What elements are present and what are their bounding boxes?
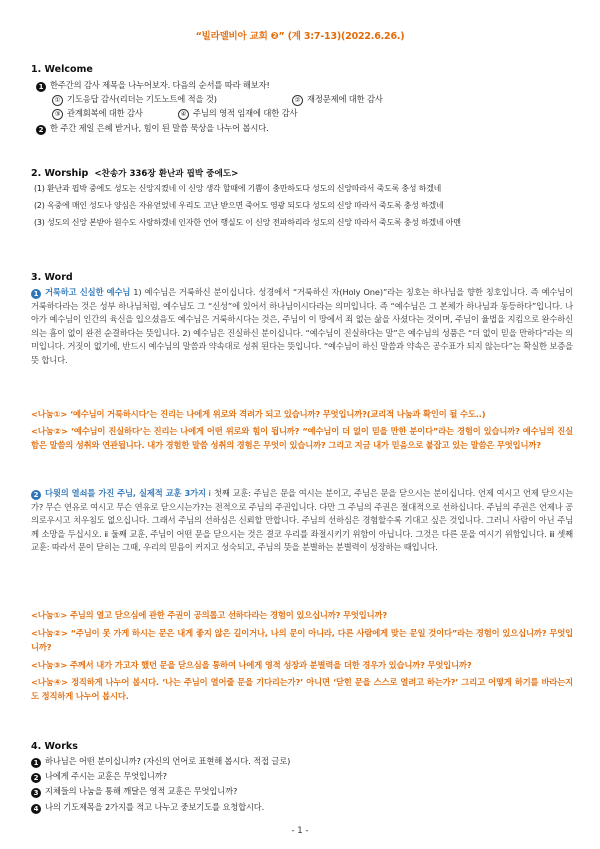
- number-badge: 1: [31, 289, 41, 299]
- number-badge: 2: [31, 490, 41, 500]
- welcome-item-1: ① 기도응답 감사(리더는 기도노트에 적을 것): [52, 93, 217, 106]
- word-sharing-2b: <나눔②> “주님이 못 가게 하시는 문은 내게 좋지 않은 길이거나, 나의 문이 아니라, 다른 사람에게 맞는 문일 것이다”라는 경험이 있으십니까? 무엇입니까?: [31, 628, 573, 652]
- welcome-item-4: ④ 주님의 영적 임재에 대한 감사: [178, 107, 297, 120]
- word-sharing-1b: <나눔②> ‘예수님이 진실하다’는 진리는 나에게 어떤 위로와 힘이 됩니까? “예수님이 더 없이 믿을 만한 분이다”라는 경험이 있습니까? 예수님의 진실함은 말씀의 성취와 연관됩니다. 내가 경험한 말씀 성취의 경험은 무엇이 있습니까? 그리고 지금 내가 믿음으로 붙잡고 있는 말씀은 무엇입니까?: [31, 426, 573, 450]
- word-sharing-2c: <나눔③> 주께서 내가 가고자 했던 문을 닫으심을 통하여 나에게 영적 성장과 분별력을 더한 경우가 있습니까? 무엇입니까?: [31, 660, 472, 670]
- worship-song: <찬송가 336장 환난과 핍박 중에도>: [94, 169, 239, 179]
- worship-heading: 2. Worship <찬송가 336장 환난과 핍박 중에도>: [31, 168, 239, 179]
- welcome-second: 2 한 주간 제일 은혜 받거나, 힘이 된 말씀 묵상을 나누어 봅시다.: [36, 122, 269, 135]
- works-item-2: 2 나에게 주시는 교훈은 무엇입니까?: [31, 770, 167, 783]
- word-point-1: 1 거룩하고 신실한 예수님 1) 예수님은 거룩하신 분이십니다. 성경에서 “거룩하신 자(Holy One)”라는 칭호는 하나님을 향한 칭호입니다. 즉 예수님이 거룩하다라는 것은 성부 하나님처럼, 예수님도 그 “신성”에 있어서 하나님이시다라는 의미입니다. 즉 “예수님은 그 본체가 하나님과 동등하다”입니다. 나아가 예수님이 인간의 육신을 입으셨음도 예수님은 거룩하시다는 것은, 주님이 이 땅에서 죄 없는 삶을 사셨다는 것이며, 주님이 율법을 지킴으로 완수하신 의는 흠이 없이 완전 순결하다는 뜻입니다. 2) 예수님은 진실하신 분이십니다. “예수님이 진실하다는 말”은 예수님의 성품은 “더 없이 믿을 만하다”라는 의미입니다. 거짓이 없기에, 반드시 예수님의 말씀과 약속대로 성취 된다는 뜻입니다. “예수님이 하신 말씀과 약속은 공수표가 되지 않는다”는 확실한 보증을 뜻 합니다.: [31, 287, 574, 365]
- word-sharing-2d: <나눔④> 정직하게 나누어 봅시다. ‘나는 주님이 열어줄 문을 기다리는가?’ 아니면 ‘닫힌 문을 스스로 열려고 하는가?’ 그리고 어떻게 하기를 바라는지도 정직하게 나누어 봅시다.: [31, 677, 573, 701]
- works-item-4: 4 나의 기도제목을 2가지를 적고 나누고 중보기도를 요청합시다.: [31, 801, 264, 814]
- number-badge: 1: [31, 758, 41, 768]
- word-sharing-1a: <나눔①> ‘예수님이 거룩하시다’는 진리는 나에게 위로와 격려가 되고 있습니까? 무엇입니까?(교리적 나눔과 확인이 될 수도..): [31, 409, 486, 419]
- word-point-1-heading: 거룩하고 신실한 예수님: [45, 287, 131, 297]
- word-point-2-heading: 다윗의 열쇠를 가진 주님, 실제적 교훈 3가지: [45, 488, 206, 498]
- document-title: “빌라델비아 교회 ❷” (계 3:7-13)(2022.6.26.): [195, 31, 405, 42]
- worship-verse-3: (3) 성도의 신앙 본받아 원수도 사랑하겠네 인자한 언어 행실도 이 신앙 전파하리라 성도의 신앙 따라서 죽도록 충성 하겠네 아멘: [34, 218, 461, 227]
- worship-verse-2: (2) 옥중에 매인 성도나 양심은 자유얻었네 우리도 고난 받으면 죽어도 영광 되도다 성도의 신앙 따라서 죽도록 충성 하겠네: [34, 201, 444, 210]
- word-point-2: 2 다윗의 열쇠를 가진 주님, 실제적 교훈 3가지 ⅰ 첫째 교훈: 주님은 문을 여시는 분이고, 주님은 문을 닫으시는 분이십니다. 언제 여시고 언제 닫으시는가? 무슨 연유로 여시고 무슨 연유로 닫으시는가?는 전적으로 주님의 주권입니다. 다만 그 주님의 주권은 절대적으로 선하십니다. 주님의 주권은 언제나 공의로우시고 치우침도 없으십니다. 그래서 주님의 선하심은 신뢰할 만합니다. 주님의 선하심은 경험할수록 기대고 싶은 것입니다. 그러니 사람이 아닌 주님께 소망을 두십시오. ⅱ 둘째 교훈, 주님이 어떤 문을 닫으시는 것은 결코 우리를 좌절시키기 위함이 아닙니다. 그것은 다른 문을 여시기 위함입니다. ⅲ 셋째 교훈: 따라서 문이 닫히는 그때, 우리의 믿음이 커지고 성숙되고, 주님의 뜻을 분별하는 분별력이 성장하는 때입니다.: [31, 488, 574, 552]
- works-heading: 4. Works: [31, 741, 78, 752]
- word-sharing-2a: <나눔①> 주님의 열고 닫으심에 관한 주권이 공의롭고 선하다라는 경험이 있으십니까? 무엇입니까?: [31, 610, 388, 620]
- number-badge: 4: [31, 804, 41, 814]
- works-item-3: 3 지체들의 나눔을 통해 깨달은 영적 교훈은 무엇입니까?: [31, 785, 237, 798]
- welcome-item-3: ③ 관계회복에 대한 감사: [52, 107, 143, 120]
- worship-verse-1: (1) 환난과 핍박 중에도 성도는 신앙지켰네 이 신앙 생각 할때에 기쁨이 충만하도다 성도의 신앙따라서 죽도록 충성 하겠네: [34, 184, 442, 193]
- word-heading: 3. Word: [31, 272, 73, 283]
- number-badge: 1: [36, 82, 46, 92]
- number-badge: 3: [31, 788, 41, 798]
- welcome-item-2: ② 재정문제에 대한 감사: [292, 93, 383, 106]
- number-badge: 2: [31, 773, 41, 783]
- page-number: - 1 -: [291, 826, 309, 836]
- welcome-intro: 1 한주간의 감사 제목을 나누어보자. 다음의 순서를 따라 해보자!: [36, 79, 270, 92]
- number-badge: 2: [36, 125, 46, 135]
- works-item-1: 1 하나님은 어떤 분이십니까? (자신의 언어로 표현해 봅시다. 적접 글로): [31, 755, 290, 768]
- welcome-heading: 1. Welcome: [31, 64, 93, 75]
